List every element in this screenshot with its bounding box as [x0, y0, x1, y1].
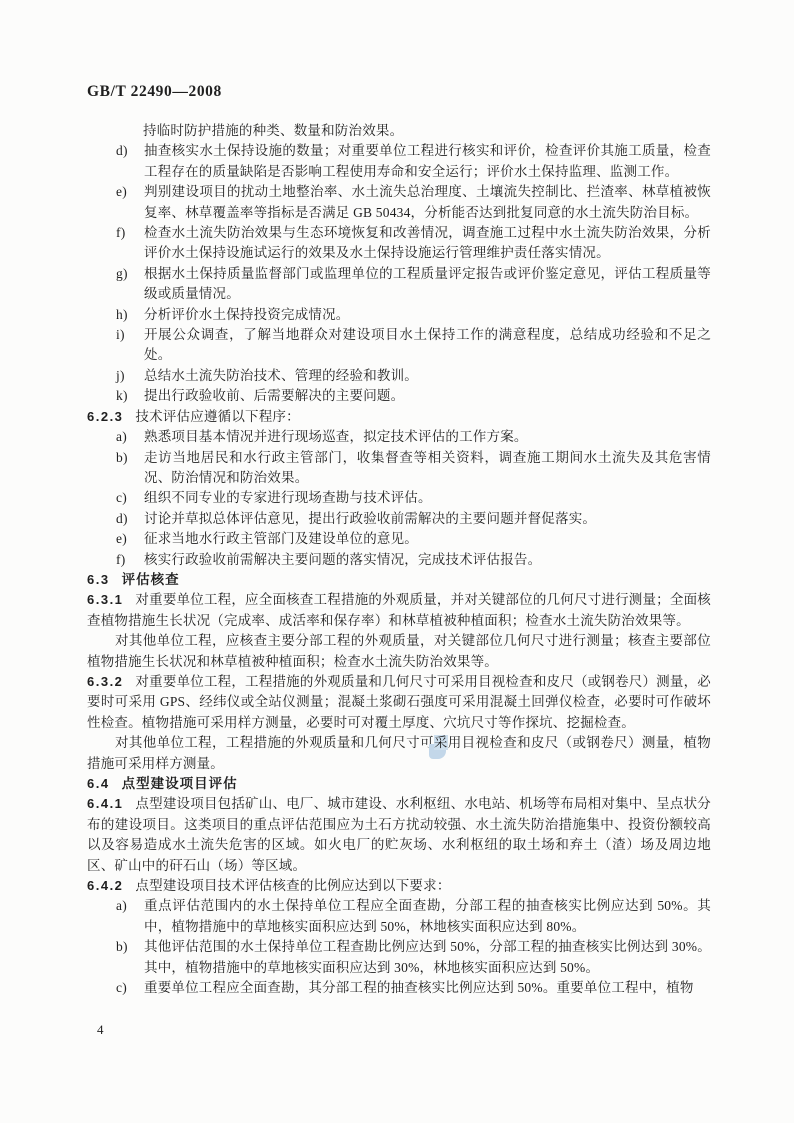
- list-item-label: i): [116, 327, 125, 343]
- heading-number: 6.3: [87, 571, 110, 587]
- paragraph-text-after: 用目视检查和皮尺（或钢卷尺）测量，植物措施可采用样方测量。: [87, 735, 711, 771]
- list-item-label: f): [116, 225, 126, 241]
- clause-text: 技术评估应遵循以下程序：: [135, 408, 300, 424]
- list-item-text: 重要单位工程应全面查勘，其分部工程的抽查核实比例应达到 50%。重要单位工程中，植物: [144, 980, 694, 996]
- list-item-text: 检查水土流失防治效果与生态环境恢复和改善情况，调查施工过程中水土流失防治效果，分析评价水土保持设施试运行的效果及水土保持设施运行管理维护责任落实情况。: [144, 225, 711, 261]
- list-item-text: 判别建设项目的扰动土地整治率、水土流失总治理度、土壤流失控制比、拦渣率、林草植被恢复率、林草覆盖率等指标是否满足 GB 50434，分析能否达到批复同意的水土流失防治目标。: [144, 184, 711, 220]
- list-item-label: e): [116, 184, 127, 200]
- heading-6-4: [87, 774, 711, 794]
- paragraph-6-3-1: [87, 590, 711, 631]
- standard-number: GB/T 22490—2008: [87, 83, 222, 100]
- list-item-text: 重点评估范围内的水土保持单位工程应全面查勘，分部工程的抽查核实比例应达到 50%。其中，植物措施中的草地核实面积应达到 50%，林地核实面积应达到 80%。: [144, 898, 711, 934]
- list-item-e2: [87, 529, 711, 549]
- list-item-label: a): [116, 429, 127, 445]
- paragraph-text: 对重要单位工程，工程措施的外观质量和几何尺寸可采用目视检查和皮尺（或钢卷尺）测量，必要时可采用 GPS、经纬仪或全站仪测量；混凝土浆砌石强度可采用混凝土回弹仪检查，必要时可作破坏性检查。植物措施可采用样方测量，必要时可对覆土厚度、穴坑尺寸等作探坑、挖掘检查。: [87, 673, 711, 730]
- paragraph-text: 对重要单位工程，应全面核查工程措施的外观质量，并对关键部位的几何尺寸进行测量；全面核查植物措施生长状况（完成率、成活率和保存率）和林草植被种植面积；检查水土流失防治效果等。: [87, 592, 711, 628]
- paragraph-6-3-2: [87, 672, 711, 733]
- list-item-d: [87, 141, 711, 182]
- list-item-text: 抽查核实水土保持设施的数量；对重要单位工程进行核实和评价，检查评价其施工质量，检查工程存在的质量缺陷是否影响工程使用寿命和安全运行；评价水土保持监理、监测工作。: [144, 143, 711, 179]
- heading-text: 点型建设项目评估: [121, 776, 238, 791]
- list-item-label: d): [116, 143, 128, 159]
- paragraph-other-units-1: [87, 631, 711, 672]
- document-body: [87, 121, 711, 998]
- list-item-e: [87, 182, 711, 223]
- clause-number: 6.2.3: [87, 408, 124, 424]
- clause-number: 6.3.1: [87, 592, 124, 608]
- list-item-c2: [87, 978, 711, 998]
- list-item-label: b): [116, 939, 128, 955]
- clause-number: 6.4.1: [87, 796, 124, 812]
- list-item-a2: [87, 896, 711, 937]
- heading-number: 6.4: [87, 776, 110, 791]
- clause-number: 6.3.2: [87, 673, 124, 689]
- paragraph-text: 点型建设项目包括矿山、电厂、城市建设、水利枢纽、水电站、机场等布局相对集中、呈点状分布的建设项目。这类项目的重点评估范围应为土石方扰动较强、水土流失防治措施集中、投资份额较高以及容易造成水土流失危害的区域。如火电厂的贮灰场、水利枢纽的取土场和弃土（渣）场及周边地区、矿山中的矸石山（场）等区域。: [87, 796, 711, 873]
- list-item-text: 根据水土保持质量监督部门或监理单位的工程质量评定报告或评价鉴定意见，评估工程质量等级或质量情况。: [144, 265, 711, 302]
- list-item-j: [87, 366, 711, 386]
- list-item-f: [87, 223, 711, 264]
- list-item-label: b): [116, 449, 128, 465]
- clause-6-4-2: [87, 876, 711, 896]
- list-item-label: c): [116, 980, 127, 996]
- list-item-label: h): [116, 306, 128, 322]
- list-item-label: c): [116, 490, 127, 506]
- paragraph-text-before: 对其他单位工程，工程措施的外观质量和几何尺寸可: [115, 735, 434, 751]
- list-item-text: 核实行政验收前需解决主要问题的落实情况，完成技术评估报告。: [144, 551, 542, 567]
- selection-highlight: 采: [433, 735, 448, 751]
- heading-6-3: [87, 570, 711, 590]
- clause-6-2-3: [87, 407, 711, 427]
- list-item-h: [87, 305, 711, 325]
- list-item-text: 征求当地水行政主管部门及建设单位的意见。: [144, 531, 418, 547]
- paragraph-6-4-1: [87, 794, 711, 876]
- list-item-i: [87, 325, 711, 366]
- list-item-text: 讨论并草拟总体评估意见，提出行政验收前需解决的主要问题并督促落实。: [144, 510, 597, 526]
- list-item-b2: [87, 937, 711, 978]
- paragraph-text: 对其他单位工程，应核查主要分部工程的外观质量，对关键部位几何尺寸进行测量；核查主要部位植物措施生长状况和林草植被种植面积；检查水土流失防治效果等。: [87, 633, 711, 669]
- list-item-text: 组织不同专业的专家进行现场查勘与技术评估。: [144, 490, 432, 506]
- heading-text: 评估核查: [121, 571, 180, 587]
- list-item-label: g): [116, 265, 128, 281]
- list-item-label: j): [116, 367, 125, 383]
- list-item-label: f): [116, 551, 126, 567]
- list-item-text: 开展公众调查，了解当地群众对建设项目水土保持工作的满意程度，总结成功经验和不足之处。: [144, 327, 711, 363]
- list-item-label: k): [116, 388, 128, 404]
- list-item-a: [87, 427, 711, 447]
- list-item-text: 走访当地居民和水行政主管部门，收集督查等相关资料，调查施工期间水土流失及其危害情况、防治情况和防治效果。: [144, 449, 711, 485]
- list-item-b: [87, 448, 711, 489]
- page-number: 4: [97, 1022, 104, 1037]
- list-item-f2: [87, 550, 711, 570]
- list-item-text: 熟悉项目基本情况并进行现场巡查，拟定技术评估的工作方案。: [144, 429, 528, 445]
- clause-number: 6.4.2: [87, 878, 124, 894]
- list-item-c: [87, 488, 711, 508]
- paragraph-other-units-2: [87, 733, 711, 774]
- list-item-g: [87, 264, 711, 305]
- list-item-k: [87, 386, 711, 406]
- list-item-label: d): [116, 510, 128, 526]
- list-item-label: a): [116, 898, 127, 914]
- list-item-text: 提出行政验收前、后需要解决的主要问题。: [144, 388, 405, 404]
- list-item-text: 总结水土流失防治技术、管理的经验和教训。: [144, 367, 418, 383]
- list-continuation-line: 持临时防护措施的种类、数量和防治效果。: [143, 123, 404, 138]
- list-item-label: e): [116, 531, 127, 547]
- list-item-d2: [87, 509, 711, 529]
- list-item-text: 其他评估范围的水土保持单位工程查勘比例应达到 50%，分部工程的抽查核实比例达到 30%。其中，植物措施中的草地核实面积应达到 30%，林地核实面积应达到 50%。: [144, 939, 711, 975]
- clause-text: 点型建设项目技术评估核查的比例应达到以下要求：: [135, 878, 451, 894]
- list-item-text: 分析评价水土保持投资完成情况。: [144, 306, 350, 322]
